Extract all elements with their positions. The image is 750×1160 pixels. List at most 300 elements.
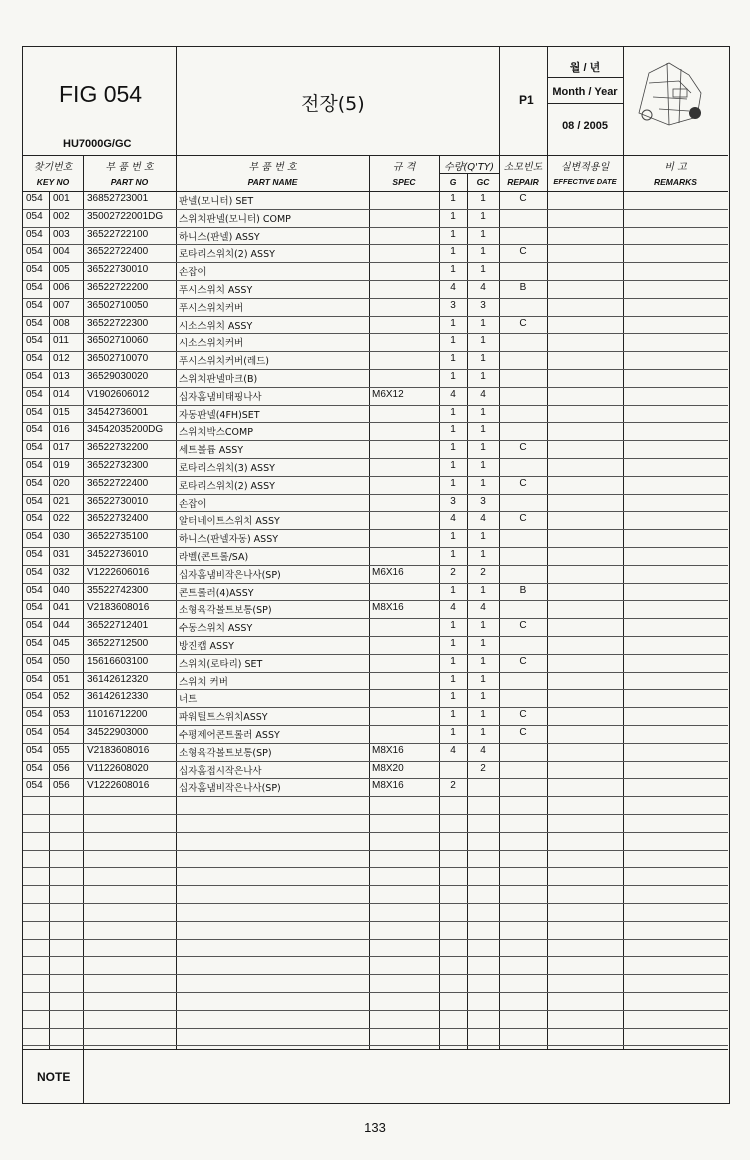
cell-key: 022: [53, 513, 70, 525]
cell-g: 1: [450, 317, 456, 329]
cell-fig: 054: [26, 655, 43, 667]
cell-key: 003: [53, 228, 70, 240]
cell-gc: 1: [480, 727, 486, 738]
cell-gc: 4: [480, 388, 486, 400]
cell-name: 스위치판넬마크(B): [179, 374, 258, 385]
cell-fig: 054: [26, 549, 43, 560]
cell-name: 로타리스위치(2) ASSY: [179, 249, 275, 261]
cell-key: 041: [53, 602, 70, 614]
cell-part-no: 34542736001: [87, 406, 149, 418]
figure-number: FIG 054: [59, 81, 143, 107]
cell-key: 017: [53, 442, 70, 454]
cell-part-no: 36529030020: [87, 371, 149, 382]
table-row: [23, 707, 728, 726]
cell-gc: 1: [480, 584, 486, 596]
cell-name: 로타리스위치(2) ASSY: [179, 480, 275, 492]
machine-illustration-icon: [629, 53, 709, 133]
column-headers: [23, 155, 728, 192]
cell-key: 054: [53, 727, 70, 738]
cell-fig: 054: [26, 602, 43, 614]
cell-fig: 054: [26, 744, 43, 756]
cell-part-no: V1222606016: [87, 566, 150, 578]
cell-name: 알터네이트스위치 ASSY: [179, 516, 280, 528]
note-label: NOTE: [37, 1070, 71, 1084]
table-row: [23, 209, 728, 228]
cell-part-no: 36522732200: [87, 442, 149, 454]
empty-table-row: [23, 814, 728, 833]
cell-gc: 1: [480, 424, 486, 436]
table-row: [23, 244, 728, 263]
cell-gc: 1: [480, 228, 486, 240]
table-row: [23, 458, 728, 477]
col-partname-kr: 부 품 번 호: [248, 162, 297, 173]
cell-fig: 054: [26, 477, 43, 489]
cell-gc: 1: [480, 477, 486, 489]
table-row: [23, 672, 728, 691]
col-effdate-kr: 실변적용일: [560, 162, 610, 173]
cell-key: 014: [53, 388, 70, 400]
page-number: 133: [364, 1120, 386, 1135]
cell-part-no: 36522730010: [87, 495, 149, 507]
cell-g: 2: [450, 566, 456, 578]
cell-fig: 054: [26, 317, 43, 329]
cell-g: 1: [450, 691, 456, 703]
cell-fig: 054: [26, 406, 43, 418]
cell-g: 1: [450, 673, 456, 685]
cell-gc: 3: [480, 299, 486, 311]
cell-repair: C: [519, 709, 527, 721]
cell-part-no: 36522722200: [87, 282, 149, 293]
table-row: [23, 191, 728, 210]
cell-key: 002: [53, 210, 70, 222]
cell-g: 1: [450, 638, 456, 649]
cell-fig: 054: [26, 762, 43, 774]
empty-table-row: [23, 921, 728, 940]
cell-g: 4: [450, 282, 456, 293]
table-row: [23, 316, 728, 335]
cell-gc: 1: [480, 691, 486, 703]
cell-fig: 054: [26, 264, 43, 276]
table-row: [23, 529, 728, 548]
cell-g: 1: [450, 584, 456, 596]
cell-fig: 054: [26, 299, 43, 311]
table-row: [23, 405, 728, 424]
cell-key: 056: [53, 780, 70, 792]
col-spec-en: SPEC: [392, 177, 416, 187]
empty-table-row: [23, 850, 728, 869]
cell-name: 손잡이: [179, 267, 207, 279]
cell-key: 015: [53, 406, 70, 418]
cell-key: 012: [53, 353, 70, 365]
cell-fig: 054: [26, 246, 43, 258]
cell-spec: M8X16: [372, 780, 404, 792]
table-row: [23, 778, 728, 797]
cell-fig: 054: [26, 691, 43, 703]
cell-g: 1: [450, 549, 456, 560]
cell-repair: C: [519, 193, 527, 204]
cell-fig: 054: [26, 460, 43, 471]
cell-part-no: 36502710070: [87, 353, 149, 365]
cell-key: 040: [53, 584, 70, 596]
cell-spec: M8X16: [372, 602, 404, 614]
table-row: [23, 422, 728, 441]
col-key-kr: 찾기번호: [33, 162, 73, 173]
month-year-kr: 월 / 년: [569, 62, 601, 74]
cell-key: 020: [53, 477, 70, 489]
cell-gc: 1: [480, 620, 486, 632]
cell-g: 1: [450, 531, 456, 543]
cell-g: 1: [450, 228, 456, 240]
cell-fig: 054: [26, 388, 43, 400]
cell-gc: 1: [480, 371, 486, 382]
col-qty-gc: GC: [476, 177, 490, 187]
cell-repair: C: [519, 655, 527, 667]
cell-fig: 054: [26, 495, 43, 507]
table-row: [23, 654, 728, 673]
cell-repair: C: [519, 727, 527, 738]
cell-key: 031: [53, 549, 70, 560]
cell-fig: 054: [26, 620, 43, 632]
cell-part-no: 36522722400: [87, 477, 149, 489]
cell-g: 1: [450, 246, 456, 258]
table-row: [23, 689, 728, 708]
cell-repair: B: [519, 584, 527, 596]
cell-fig: 054: [26, 371, 43, 382]
col-repair-kr: 소모빈도: [503, 162, 543, 173]
cell-repair: C: [519, 246, 527, 258]
cell-key: 008: [53, 317, 70, 329]
cell-name: 판넬(모니터) SET: [179, 196, 254, 207]
col-remarks-kr: 비 고: [664, 162, 687, 173]
cell-name: 파워틸트스위치ASSY: [179, 712, 268, 724]
cell-g: 3: [450, 299, 456, 311]
cell-part-no: 34522903000: [87, 727, 149, 738]
cell-spec: M6X12: [372, 388, 404, 400]
cell-fig: 054: [26, 335, 43, 347]
cell-g: 1: [450, 655, 456, 667]
cell-name: 하니스(판넬자동) ASSY: [179, 534, 279, 546]
cell-gc: 1: [480, 460, 486, 471]
cell-gc: 1: [480, 335, 486, 347]
cell-fig: 054: [26, 780, 43, 792]
cell-fig: 054: [26, 353, 43, 365]
revision-date: 08 / 2005: [562, 120, 608, 132]
col-partno-kr: 부 품 번 호: [105, 162, 154, 173]
table-row: [23, 725, 728, 744]
cell-key: 050: [53, 655, 70, 667]
cell-key: 016: [53, 424, 70, 436]
cell-key: 030: [53, 531, 70, 543]
table-row: [23, 333, 728, 352]
cell-fig: 054: [26, 584, 43, 596]
cell-gc: 1: [480, 317, 486, 329]
cell-fig: 054: [26, 210, 43, 222]
cell-part-no: 36522712401: [87, 620, 149, 632]
cell-name: 너트: [179, 694, 198, 706]
table-row: [23, 280, 728, 299]
empty-table-row: [23, 939, 728, 958]
cell-key: 001: [53, 193, 70, 204]
cell-gc: 1: [480, 246, 486, 258]
model-name: HU7000G/GC: [63, 138, 132, 150]
cell-g: 4: [450, 602, 456, 614]
cell-name: 로타리스위치(3) ASSY: [179, 463, 275, 474]
cell-key: 051: [53, 673, 70, 685]
empty-table-row: [23, 867, 728, 886]
cell-g: 1: [450, 620, 456, 632]
cell-key: 004: [53, 246, 70, 258]
cell-part-no: 35522742300: [87, 584, 149, 596]
cell-name: 십자홈접시작은나사: [179, 765, 262, 777]
cell-g: 1: [450, 264, 456, 276]
cell-part-no: V1122608020: [87, 762, 149, 774]
cell-fig: 054: [26, 566, 43, 578]
cell-part-no: V2183608016: [87, 602, 150, 614]
cell-gc: 4: [480, 602, 486, 614]
cell-name: 푸시스위치 ASSY: [179, 285, 253, 296]
empty-table-row: [23, 832, 728, 851]
col-qty-kr: 수량(Q'TY): [444, 162, 494, 173]
cell-g: 1: [450, 406, 456, 418]
table-row: [23, 511, 728, 530]
cell-fig: 054: [26, 442, 43, 454]
cell-key: 056: [53, 762, 70, 774]
cell-name: 스위치박스COMP: [179, 427, 253, 439]
table-row: [23, 476, 728, 495]
empty-table-row: [23, 796, 728, 815]
table-row: [23, 547, 728, 566]
cell-key: 005: [53, 264, 70, 276]
cell-name: 소형육각볼트보통(SP): [179, 605, 272, 617]
cell-name: 소형육각볼트보통(SP): [179, 747, 272, 759]
empty-table-row: [23, 956, 728, 975]
table-row: [23, 743, 728, 762]
cell-part-no: 36502710050: [87, 299, 149, 311]
cell-g: 1: [450, 460, 456, 471]
col-qty-g: G: [449, 177, 457, 187]
cell-gc: 1: [480, 353, 486, 365]
cell-name: 푸시스위치커버: [179, 302, 244, 314]
cell-gc: 1: [480, 193, 486, 204]
cell-key: 055: [53, 744, 70, 756]
cell-name: 십자홈냄비작은나사(SP): [179, 569, 281, 581]
cell-part-no: V1902606012: [87, 388, 150, 400]
cell-g: 1: [450, 709, 456, 721]
cell-fig: 054: [26, 513, 43, 525]
cell-key: 019: [53, 460, 70, 471]
cell-part-no: 36522722100: [87, 228, 149, 240]
cell-part-no: 36502710060: [87, 335, 149, 347]
cell-fig: 054: [26, 727, 43, 738]
cell-g: 1: [450, 424, 456, 436]
cell-name: 스위치 커버: [179, 676, 228, 688]
cell-key: 032: [53, 566, 70, 578]
empty-table-row: [23, 992, 728, 1011]
cell-key: 013: [53, 371, 70, 382]
cell-part-no: 35002722001DG: [87, 210, 164, 222]
cell-gc: 1: [480, 406, 486, 418]
cell-fig: 054: [26, 282, 43, 293]
cell-fig: 054: [26, 638, 43, 649]
empty-table-row: [23, 1010, 728, 1029]
col-partno-en: PART NO: [110, 177, 149, 187]
cell-gc: 4: [480, 513, 486, 525]
table-row: [23, 565, 728, 584]
cell-part-no: 36522732300: [87, 460, 149, 471]
table-row: [23, 440, 728, 459]
cell-g: 4: [450, 744, 456, 756]
cell-spec: M8X20: [372, 762, 404, 774]
cell-repair: C: [519, 513, 527, 525]
cell-fig: 054: [26, 424, 43, 436]
cell-name: 하니스(판넬) ASSY: [179, 231, 260, 243]
cell-key: 052: [53, 691, 70, 703]
cell-part-no: 36522732400: [87, 513, 149, 525]
empty-table-row: [23, 974, 728, 993]
cell-g: 1: [450, 353, 456, 365]
cell-g: 1: [450, 477, 456, 489]
cell-gc: 1: [480, 531, 486, 543]
cell-part-no: 36522712500: [87, 638, 149, 649]
cell-part-no: 36522722400: [87, 246, 149, 258]
cell-gc: 1: [480, 638, 486, 649]
sheet-header: [23, 47, 728, 156]
cell-fig: 054: [26, 193, 43, 204]
cell-spec: M8X16: [372, 744, 404, 756]
col-remarks-en: REMARKS: [654, 177, 697, 187]
table-row: [23, 369, 728, 388]
cell-key: 007: [53, 299, 70, 311]
cell-name: 푸시스위치커버(레드): [179, 356, 270, 368]
cell-gc: 3: [480, 495, 486, 507]
page-title: 전장(5): [301, 93, 365, 115]
parts-sheet: [22, 46, 730, 1104]
cell-fig: 054: [26, 531, 43, 543]
cell-name: 십자홈냄비태핑나사: [179, 391, 262, 403]
cell-spec: M6X16: [372, 566, 404, 578]
col-partname-en: PART NAME: [247, 177, 298, 187]
col-effdate-en: EFFECTIVE DATE: [553, 177, 617, 186]
cell-name: 시소스위치 ASSY: [179, 320, 253, 332]
col-key-en: KEY NO: [36, 177, 70, 187]
cell-part-no: 36852723001: [87, 193, 149, 204]
cell-gc: 1: [480, 673, 486, 685]
cell-fig: 054: [26, 228, 43, 240]
cell-g: 1: [450, 193, 456, 204]
cell-fig: 054: [26, 709, 43, 721]
cell-part-no: 36142612320: [87, 673, 149, 685]
table-row: [23, 494, 728, 513]
empty-table-row: [23, 885, 728, 904]
cell-repair: C: [519, 477, 527, 489]
cell-g: 3: [450, 495, 456, 507]
table-row: [23, 600, 728, 619]
cell-gc: 1: [480, 549, 486, 560]
cell-gc: 4: [480, 744, 486, 756]
cell-name: 스위치판넬(모니터) COMP: [179, 213, 291, 225]
cell-gc: 2: [480, 762, 486, 774]
cell-key: 006: [53, 282, 70, 293]
cell-name: 자동판넬(4FH)SET: [179, 409, 260, 421]
cell-part-no: 36522722300: [87, 317, 149, 329]
cell-g: 4: [450, 388, 456, 400]
table-row: [23, 583, 728, 602]
parts-table-body: [23, 191, 728, 1049]
cell-repair: C: [519, 620, 527, 632]
page-label: P1: [519, 93, 534, 107]
cell-part-no: 36522735100: [87, 531, 149, 543]
cell-key: 011: [53, 335, 69, 347]
note-section: [23, 1049, 728, 1104]
cell-part-no: 36522730010: [87, 264, 149, 276]
table-row: [23, 262, 728, 281]
cell-gc: 2: [480, 566, 486, 578]
cell-gc: 4: [480, 282, 486, 293]
cell-name: 십자홈냄비작은나사(SP): [179, 783, 281, 795]
cell-g: 1: [450, 727, 456, 738]
cell-gc: 1: [480, 442, 486, 454]
cell-gc: 1: [480, 655, 486, 667]
cell-part-no: V2183608016: [87, 744, 150, 756]
empty-table-row: [23, 1028, 728, 1047]
cell-part-no: 15616603100: [87, 655, 149, 667]
cell-name: 방진캡 ASSY: [179, 641, 234, 652]
cell-repair: C: [519, 317, 527, 329]
cell-part-no: 34542035200DG: [87, 424, 164, 436]
cell-gc: 1: [480, 210, 486, 222]
table-row: [23, 636, 728, 655]
table-row: [23, 227, 728, 246]
table-row: [23, 351, 728, 370]
cell-repair: C: [519, 442, 527, 454]
cell-name: 라벨(콘트롤/SA): [179, 552, 249, 563]
table-row: [23, 618, 728, 637]
cell-name: 콘트롤러(4)ASSY: [179, 587, 254, 599]
table-row: [23, 387, 728, 406]
cell-fig: 054: [26, 673, 43, 685]
cell-g: 1: [450, 442, 456, 454]
cell-part-no: 34522736010: [87, 549, 149, 560]
cell-key: 021: [53, 495, 70, 507]
cell-name: 수동스위치 ASSY: [179, 623, 253, 635]
table-row: [23, 298, 728, 317]
col-repair-en: REPAIR: [507, 177, 539, 187]
month-year-en: Month / Year: [552, 86, 618, 98]
cell-name: 손잡이: [179, 498, 207, 510]
cell-part-no: V1222608016: [87, 780, 150, 792]
table-row: [23, 761, 728, 780]
cell-key: 044: [53, 620, 70, 632]
cell-key: 053: [53, 709, 70, 721]
col-spec-kr: 규 격: [392, 162, 416, 173]
cell-gc: 1: [480, 264, 486, 276]
cell-g: 1: [450, 371, 456, 382]
cell-name: 수평제어콘트롤러 ASSY: [179, 730, 280, 741]
cell-g: 4: [450, 513, 456, 525]
cell-gc: 1: [480, 709, 486, 721]
cell-name: 스위치(로타리) SET: [179, 658, 263, 670]
cell-part-no: 11016712200: [87, 709, 148, 721]
cell-g: 1: [450, 210, 456, 222]
empty-table-row: [23, 903, 728, 922]
cell-repair: B: [519, 282, 527, 293]
cell-g: 1: [450, 335, 456, 347]
cell-key: 045: [53, 638, 70, 649]
cell-part-no: 36142612330: [87, 691, 149, 703]
cell-g: 2: [450, 780, 456, 792]
cell-name: 시소스위치커버: [179, 338, 244, 350]
cell-name: 세트볼륨 ASSY: [179, 445, 244, 457]
